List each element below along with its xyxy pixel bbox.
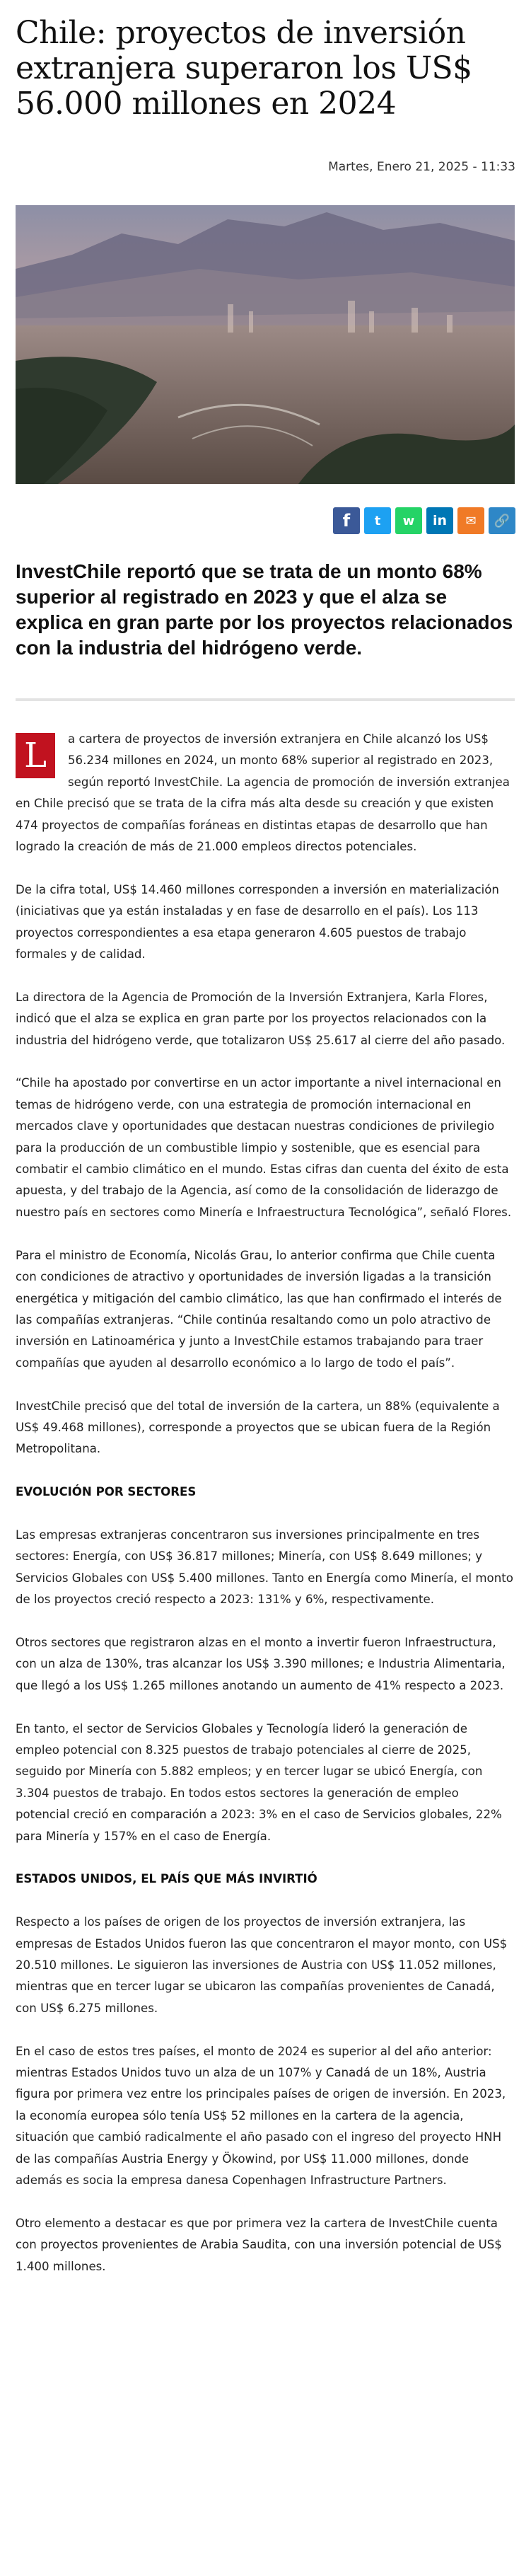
paragraph: Para el ministro de Economía, Nicolás Grau, lo anterior confirma que Chile cuenta con condiciones de atractivo y oportunidades de inversión ligadas a la transición energética y mitigación del cambio climático, las que han confirmado el interés de las compañías extranjeras. “Chile continúa resaltando como un polo atractivo de inversión en Latinoamérica y junto a InvestChile estamos trabajando para traer compañías que ayuden al desarrollo económico a lo largo de todo el país”. (16, 1248, 502, 1370)
paragraph: En tanto, el sector de Servicios Globales y Tecnología lideró la generación de empleo potencial con 8.325 puestos de trabajo potenciales al cierre de 2025, seguido por Minería con 5.882 empleos; y en tercer lugar se ubicó Energía, con 3.304 puestos de trabajo. En todos estos sectores la generación de empleo potencial creció en comparación a 2023: 3% en el caso de Servicios globales, 22% para Minería y 157% en el caso de Energía. (16, 1721, 502, 1843)
drop-cap: L (16, 733, 55, 778)
paragraph: En el caso de estos tres países, el monto de 2024 es superior al del año anterior: mientras Estados Unidos tuvo un alza de un 107% y Canadá de un 18%, Austria figura por primera vez entre los principales países de origen de inversión. En 2023, la economía europea sólo tenía US$ 52 millones en la cartera de la agencia, situación que cambió radicalmente el año pasado con el ingreso del proyecto HNH de las compañías Austria Energy y Ökowind, por US$ 11.000 millones, donde además es socia la empresa danesa Copenhagen Infrastructure Partners. (16, 2044, 506, 2188)
city-skyline-photo (16, 205, 515, 484)
article-body (16, 729, 515, 2299)
article-lead: InvestChile reportó que se trata de un monto 68% superior al registrado en 2023 y que el alza se explica en gran parte por los proyectos relacionados con la industria del hidrógeno verde. (16, 560, 513, 659)
article-photo (16, 205, 515, 484)
linkedin-share-button[interactable] (426, 507, 453, 534)
twitter-share-button[interactable] (364, 507, 391, 534)
publish-date: Martes, Enero 21, 2025 - 11:33 (328, 160, 515, 174)
paragraph-intro (16, 729, 515, 857)
whatsapp-share-button[interactable] (395, 507, 422, 534)
paragraph: De la cifra total, US$ 14.460 millones corresponden a inversión en materialización (iniciativas que ya están instaladas y en fase de desarrollo en el país). Los 113 proyectos correspondientes a esa etapa generaron 4.605 puestos de trabajo formales y de calidad. (16, 882, 499, 961)
paragraph: Otro elemento a destacar es que por primera vez la cartera de InvestChile cuenta con proyectos provenientes de Arabia Saudita, con una inversión potencial de US$ 1.400 millones. (16, 2216, 502, 2273)
twitter-icon: t (374, 513, 381, 529)
link-icon: 🔗 (494, 513, 510, 529)
divider (16, 698, 515, 701)
email-share-button[interactable] (457, 507, 484, 534)
paragraph: Otros sectores que registraron alzas en el monto a invertir fueron Infraestructura, con un alza de 130%, tras alcanzar los US$ 3.390 millones; e Industria Alimentaria, que llegó a los US$ 1.265 millones anotando un aumento de 41% respecto a 2023. (16, 1635, 506, 1692)
article-title: Chile: proyectos de inversión extranjera superaron los US$ 56.000 millones en 2024 (16, 15, 472, 122)
whatsapp-icon: w (402, 513, 415, 529)
paragraph: La directora de la Agencia de Promoción de la Inversión Extranjera, Karla Flores, indicó que el alza se explica en gran parte por los proyectos relacionados con la industria del hidrógeno verde, que totalizaron US$ 25.617 al cierre del año pasado. (16, 990, 506, 1047)
copy-link-button[interactable] (489, 507, 515, 534)
share-bar (333, 507, 515, 534)
paragraph: Respecto a los países de origen de los proyectos de inversión extranjera, las empresas de Estados Unidos fueron las que concentraron el mayor monto, con US$ 20.510 millones. Le siguieron las inversiones de Austria con US$ 11.052 millones, mientras que en tercer lugar se ubicaron las compañías provenientes de Canadá, con US$ 6.275 millones. (16, 1915, 508, 2015)
section-heading: EVOLUCIÓN POR SECTORES (16, 1485, 197, 1499)
paragraph: InvestChile precisó que del total de inversión de la cartera, un 88% (equivalente a US$ 49.468 millones), corresponde a proyectos que se ubican fuera de la Región Metropolitana. (16, 1399, 500, 1456)
email-icon: ✉ (465, 513, 477, 529)
facebook-share-button[interactable] (333, 507, 360, 534)
facebook-icon: f (342, 511, 351, 531)
paragraph: “Chile ha apostado por convertirse en un actor importante a nivel internacional en temas de hidrógeno verde, con una estrategia de promoción internacional en mercados clave y oportunidades que destacan nuestras condiciones de privilegio para la producción de un combustible limpio y sostenible, que es esencial para combatir el cambio climático en el mundo. Estas cifras dan cuenta del éxito de esta apuesta, y del trabajo de la Agencia, así como de la consolidación de liderazgo de nuestro país en sectores como Minería e Infraestructura Tecnológica”, señaló Flores. (16, 1076, 512, 1219)
paragraph: Las empresas extranjeras concentraron sus inversiones principalmente en tres sectores: Energía, con US$ 36.817 millones; Minería, con US$ 8.649 millones; y Servicios Globales con US$ 5.400 millones. Tanto en Energía como Minería, el monto de los proyectos creció respecto a 2023: 131% y 6%, respectivamente. (16, 1527, 513, 1607)
linkedin-icon: in (432, 513, 448, 529)
paragraph-text: a cartera de proyectos de inversión extranjera en Chile alcanzó los US$ 56.234 millones en 2024, un monto 68% superior al registrado en 2023, según reportó InvestChile. La agencia de promoción de inversión extranjea en Chile precisó que se trata de la cifra más alta desde su creación y que existen 474 proyectos de compañías foráneas en distintas etapas de desarrollo que han logrado la creación de más de 21.000 empleos directos potenciales. (16, 732, 510, 854)
section-heading: ESTADOS UNIDOS, EL PAÍS QUE MÁS INVIRTIÓ (16, 1872, 317, 1886)
